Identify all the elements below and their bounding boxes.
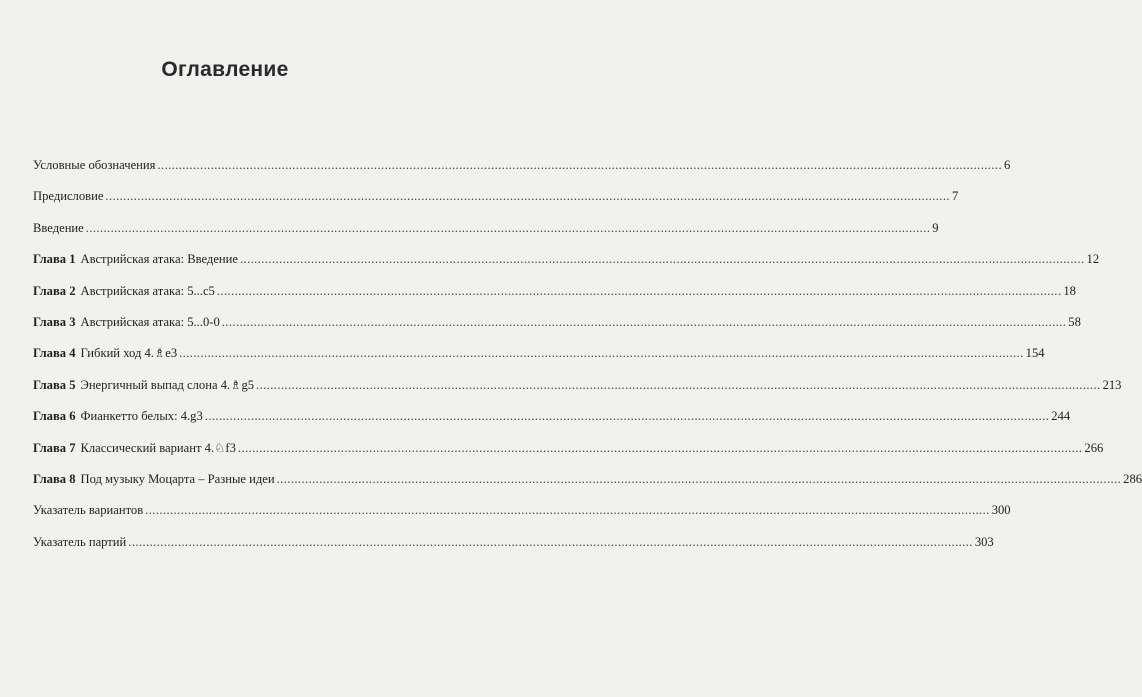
toc-page-number: 266 xyxy=(1084,440,1104,455)
toc-chapter-number: Глава 5 xyxy=(33,377,76,392)
toc-entry-title: Энергичный выпад слона 4.♗g5 xyxy=(80,377,255,392)
toc-dot-leader: .............................................................................................................................................................................................................................................. xyxy=(204,409,1050,424)
toc-dot-leader: .............................................................................................................................................................................................................................................. xyxy=(256,377,1101,392)
toc-entry xyxy=(33,283,1076,315)
toc-entry xyxy=(33,409,1071,440)
toc-dot-leader: .............................................................................................................................................................................................................................................. xyxy=(239,252,1085,267)
toc-dot-leader: .............................................................................................................................................................................................................................................. xyxy=(216,283,1062,298)
toc-dot-leader: .............................................................................................................................................................................................................................................. xyxy=(145,503,990,518)
toc-entry-title: Австрийская атака: 5...c5 xyxy=(80,283,215,298)
toc-page-number: 303 xyxy=(974,534,994,549)
toc-chapter-number: Глава 6 xyxy=(33,409,76,424)
toc-dot-leader: .............................................................................................................................................................................................................................................. xyxy=(128,534,973,549)
toc-entry xyxy=(33,377,1122,409)
toc-page-number: 18 xyxy=(1063,283,1076,298)
toc-entry xyxy=(33,189,959,220)
toc-entry-title: Условные обозначения xyxy=(33,158,156,172)
toc-page-number: 12 xyxy=(1086,252,1100,267)
toc-page-number: 286 xyxy=(1123,471,1142,486)
toc-entry-title: Введение xyxy=(33,220,84,235)
toc-chapter-number: Глава 7 xyxy=(33,440,76,455)
toc-entry-title: Предисловие xyxy=(33,189,104,204)
toc-entry xyxy=(33,503,1011,534)
toc-entry-title: Классический вариант 4.♘f3 xyxy=(80,440,236,455)
toc-entry xyxy=(33,158,1011,189)
toc-page-number: 9 xyxy=(932,220,939,235)
toc-entry xyxy=(33,252,1100,283)
toc-entry xyxy=(33,440,1104,472)
toc-entry xyxy=(33,471,1142,503)
toc-entry xyxy=(33,346,1045,377)
toc-dot-leader: .............................................................................................................................................................................................................................................. xyxy=(179,346,1024,361)
toc-chapter-number: Глава 3 xyxy=(33,314,76,329)
toc-page-number: 7 xyxy=(951,189,959,204)
toc-entry-title: Австрийская атака: Введение xyxy=(80,252,238,267)
toc-chapter-number: Глава 8 xyxy=(33,471,76,486)
toc-page-number: 58 xyxy=(1068,314,1081,329)
toc-entry-title: Австрийская атака: 5...0-0 xyxy=(80,314,220,329)
toc-page-number: 300 xyxy=(991,503,1011,518)
toc-page-number: 213 xyxy=(1102,377,1122,392)
toc-entry-title: Фианкетто белых: 4.g3 xyxy=(80,409,203,424)
table-of-contents xyxy=(33,158,1142,566)
toc-entry-title: Под музыку Моцарта – Разные идеи xyxy=(80,471,275,486)
toc-entry-title: Указатель вариантов xyxy=(33,503,144,518)
toc-chapter-number: Глава 2 xyxy=(33,283,76,298)
toc-page-number: 244 xyxy=(1051,409,1071,424)
toc-chapter-number: Глава 1 xyxy=(33,252,76,267)
toc-chapter-number: Глава 4 xyxy=(33,346,76,361)
toc-entry-title: Указатель партий xyxy=(33,534,127,549)
toc-dot-leader: .............................................................................................................................................................................................................................................. xyxy=(85,220,931,235)
toc-entry xyxy=(33,220,939,252)
page-title: Оглавление xyxy=(161,58,289,81)
toc-page-number: 6 xyxy=(1004,158,1011,172)
toc-dot-leader: .............................................................................................................................................................................................................................................. xyxy=(157,158,1002,172)
toc-entry xyxy=(33,534,994,566)
toc-entry xyxy=(33,314,1081,346)
toc-dot-leader: .............................................................................................................................................................................................................................................. xyxy=(237,440,1083,455)
toc-dot-leader: .............................................................................................................................................................................................................................................. xyxy=(105,189,950,204)
toc-page-number: 154 xyxy=(1025,346,1045,361)
toc-dot-leader: .............................................................................................................................................................................................................................................. xyxy=(276,471,1122,486)
toc-entry-title: Гибкий ход 4.♗e3 xyxy=(80,346,178,361)
toc-dot-leader: .............................................................................................................................................................................................................................................. xyxy=(221,314,1067,329)
